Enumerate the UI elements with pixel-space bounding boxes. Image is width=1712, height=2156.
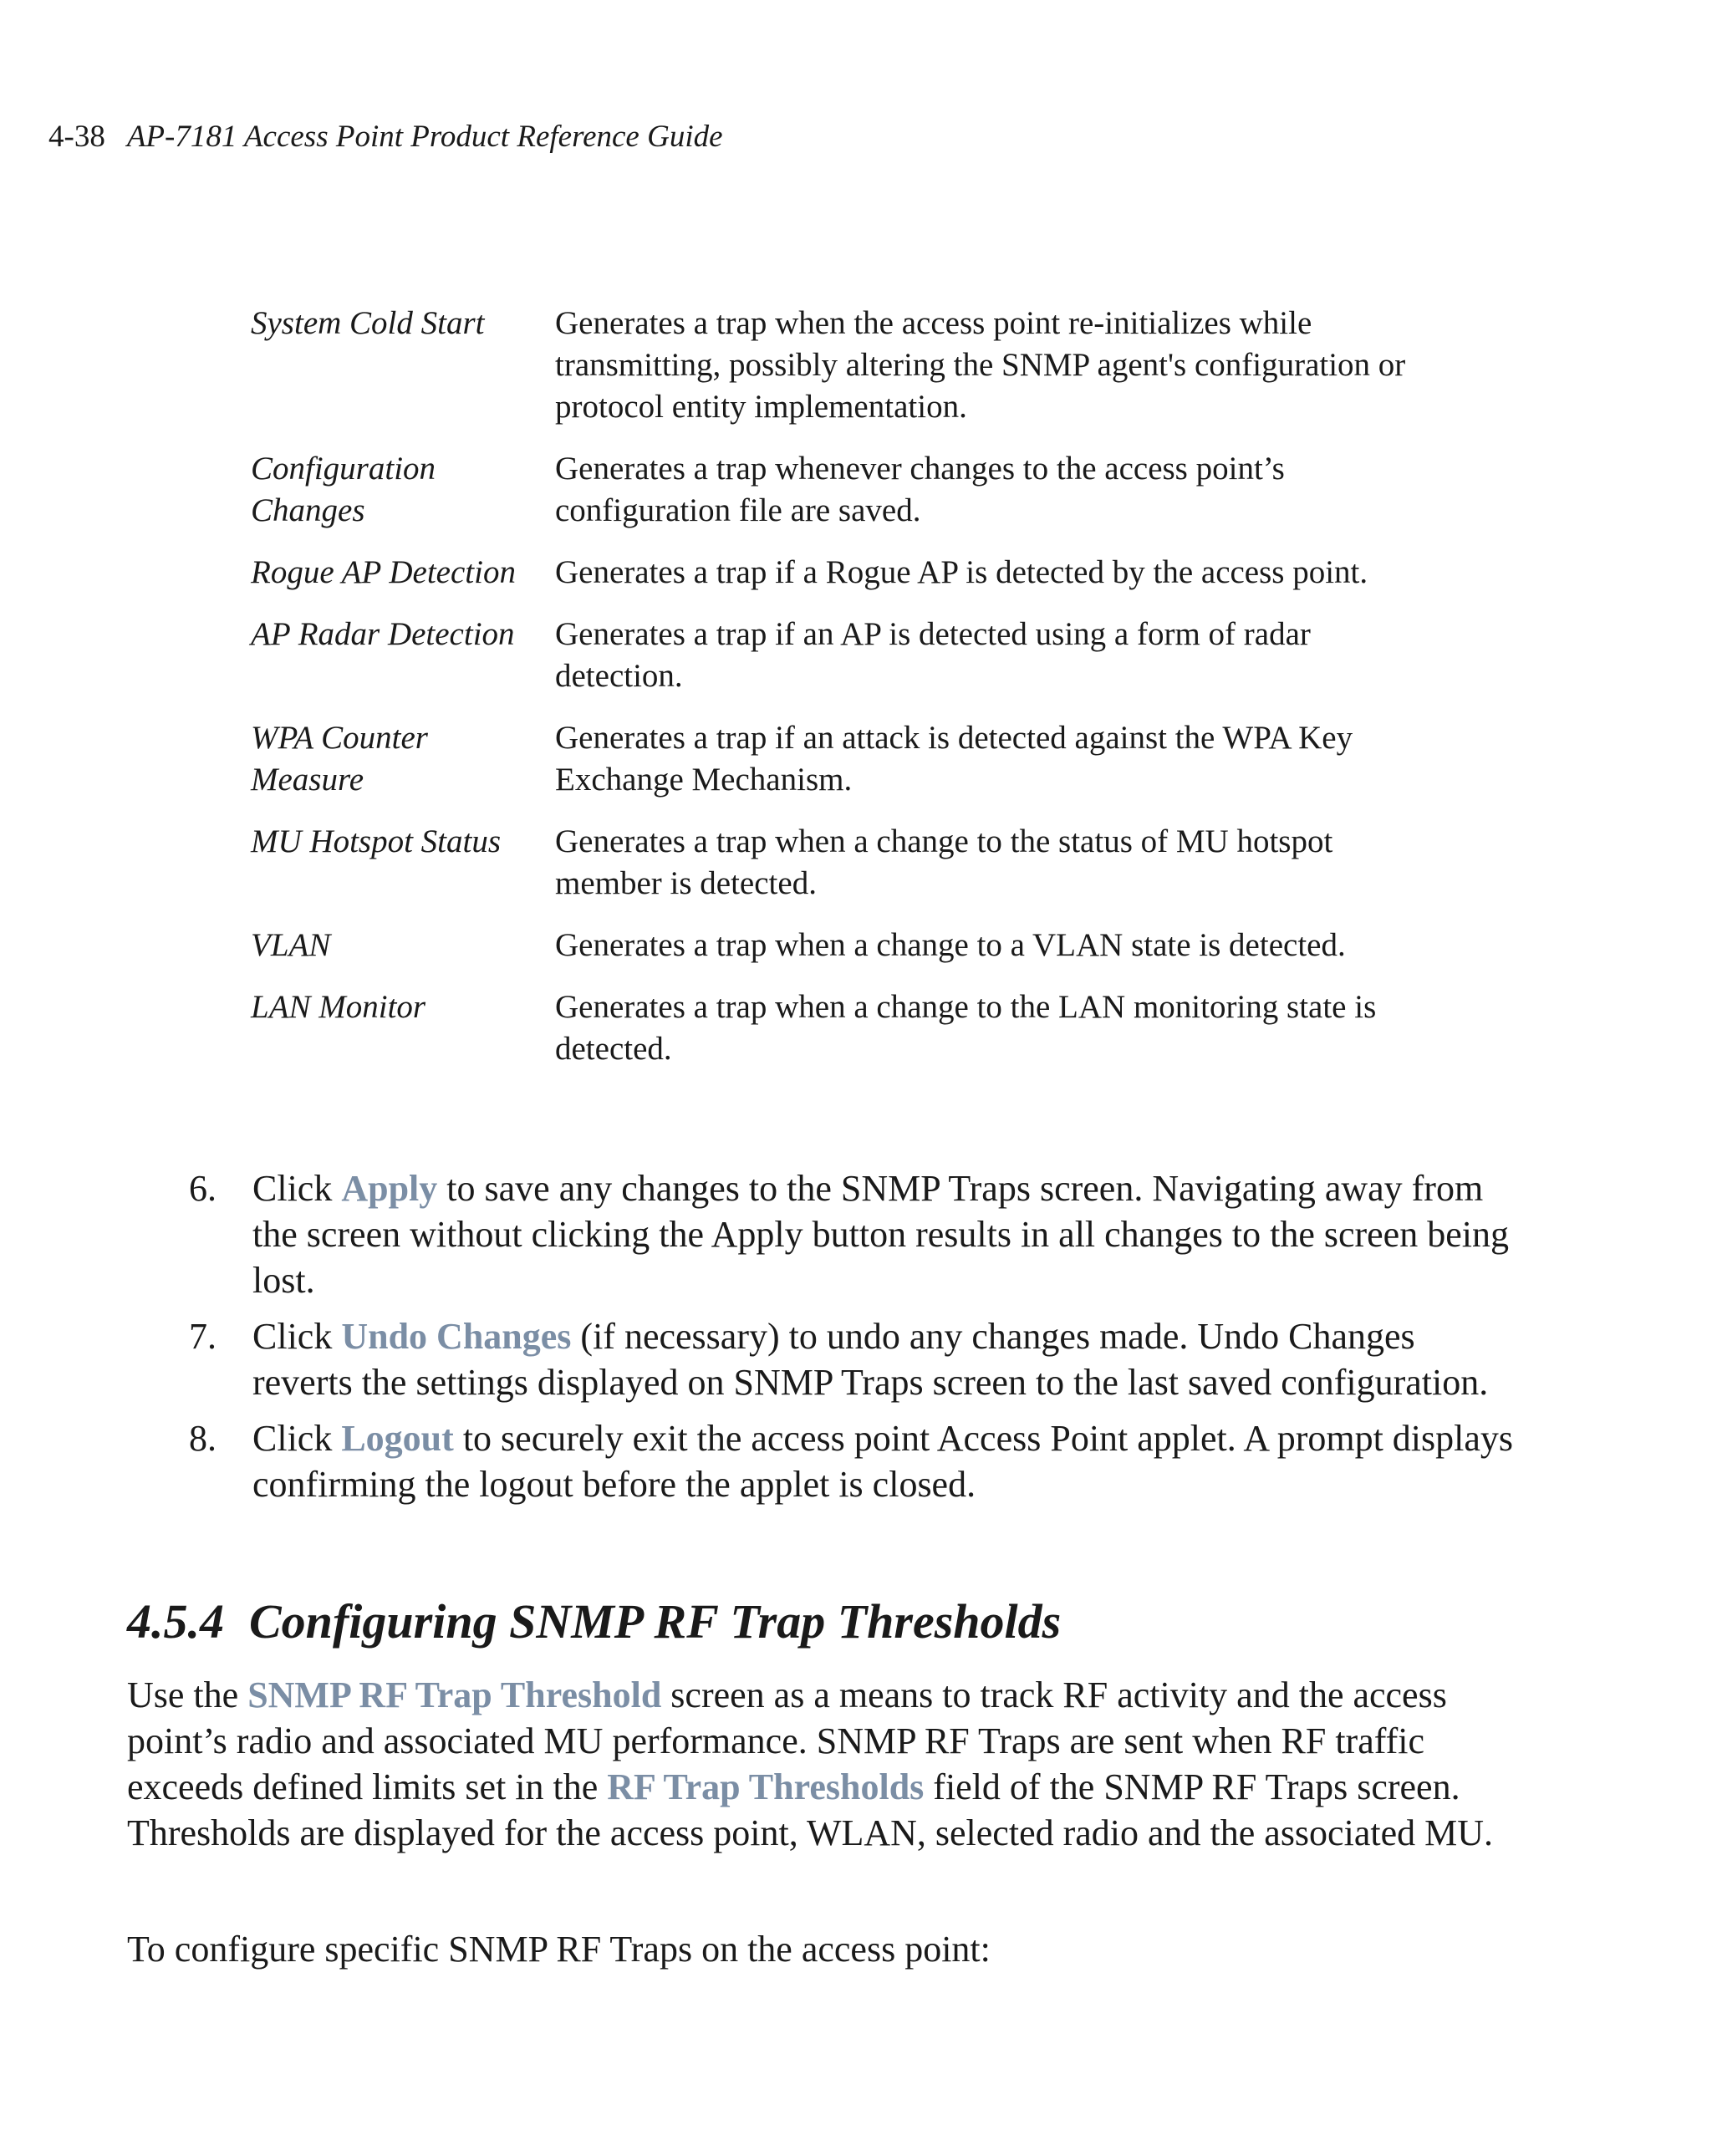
step-prefix: Click xyxy=(252,1168,342,1209)
step-text xyxy=(252,1313,1515,1405)
section-number: 4.5.4 xyxy=(127,1594,224,1649)
page-header xyxy=(48,117,723,157)
trap-row-rogue-ap-detection xyxy=(251,552,1438,594)
undo-changes-link[interactable]: Undo Changes xyxy=(341,1316,572,1357)
trap-description: Generates a trap if an AP is detected using a form of radar detection. xyxy=(555,616,1311,694)
step-apply xyxy=(189,1165,1526,1303)
step-logout xyxy=(189,1415,1526,1507)
trap-row-mu-hotspot-status xyxy=(251,821,1438,905)
step-suffix: to save any changes to the SNMP Traps screen. Navigating away from the screen without clicking the Apply button results in all changes to the screen being lost. xyxy=(252,1168,1509,1301)
step-number: 8. xyxy=(189,1418,217,1459)
instruction-paragraph: To configure specific SNMP RF Traps on the access point: xyxy=(127,1929,991,1970)
trap-term: Rogue AP Detection xyxy=(251,554,516,590)
trap-term: MU Hotspot Status xyxy=(251,823,502,859)
trap-row-wpa-counter-measure xyxy=(251,717,1438,801)
guide-title: AP-7181 Access Point Product Reference Guide xyxy=(126,120,723,154)
step-text xyxy=(252,1415,1515,1507)
trap-row-system-cold-start xyxy=(251,303,1438,428)
step-number: 7. xyxy=(189,1316,217,1357)
section-heading xyxy=(127,1592,1061,1652)
trap-definition-table xyxy=(251,303,1438,1090)
trap-description: Generates a trap if a Rogue AP is detected by the access point. xyxy=(555,554,1368,590)
step-undo-changes xyxy=(189,1313,1526,1405)
page-number: 4-38 xyxy=(48,120,105,154)
intro-text: field of the SNMP RF Traps screen. Thresholds are displayed for the access point, WLAN, selected radio and the associated MU. xyxy=(127,1766,1493,1853)
logout-link[interactable]: Logout xyxy=(341,1418,454,1459)
step-suffix: to securely exit the access point Access Point applet. A prompt displays confirming the logout before the applet is closed. xyxy=(252,1418,1514,1505)
trap-term: WPA Counter Measure xyxy=(251,720,428,798)
trap-description: Generates a trap when a change to the status of MU hotspot member is detected. xyxy=(555,823,1333,901)
trap-term: LAN Monitor xyxy=(251,989,426,1025)
intro-text: Use the xyxy=(127,1674,248,1715)
step-number: 6. xyxy=(189,1168,217,1209)
procedure-steps xyxy=(189,1165,1526,1517)
trap-term: VLAN xyxy=(251,927,331,963)
trap-row-vlan xyxy=(251,925,1438,966)
step-text xyxy=(252,1165,1515,1303)
trap-term: System Cold Start xyxy=(251,305,485,341)
trap-description: Generates a trap when a change to a VLAN state is detected. xyxy=(555,927,1346,963)
trap-term: AP Radar Detection xyxy=(251,616,515,652)
trap-row-configuration-changes xyxy=(251,448,1438,532)
trap-term: Configuration Changes xyxy=(251,451,436,528)
rf-trap-thresholds-link[interactable]: RF Trap Thresholds xyxy=(607,1766,925,1807)
section-title: Configuring SNMP RF Trap Thresholds xyxy=(249,1594,1062,1649)
step-prefix: Click xyxy=(252,1418,342,1459)
step-suffix: (if necessary) to undo any changes made. Undo Changes reverts the settings displayed on SNMP Traps screen to the last saved configuration. xyxy=(252,1316,1489,1403)
trap-description: Generates a trap when a change to the LAN monitoring state is detected. xyxy=(555,989,1377,1067)
trap-row-lan-monitor xyxy=(251,986,1438,1070)
snmp-rf-trap-threshold-link[interactable]: SNMP RF Trap Threshold xyxy=(247,1674,662,1715)
step-prefix: Click xyxy=(252,1316,342,1357)
trap-description: Generates a trap when the access point re-initializes while transmitting, possibly altering the SNMP agent's configuration or protocol entity implementation. xyxy=(555,305,1406,425)
trap-description: Generates a trap whenever changes to the access point’s configuration file are saved. xyxy=(555,451,1285,528)
trap-row-ap-radar-detection xyxy=(251,614,1438,697)
intro-paragraph xyxy=(127,1672,1531,1856)
intro-text: screen as a means to track RF activity and the access point’s radio and associated MU performance. SNMP RF Traps are sent when RF traffic exceeds defined limits set in the xyxy=(127,1674,1447,1807)
apply-link[interactable]: Apply xyxy=(341,1168,438,1209)
trap-description: Generates a trap if an attack is detected against the WPA Key Exchange Mechanism. xyxy=(555,720,1353,798)
